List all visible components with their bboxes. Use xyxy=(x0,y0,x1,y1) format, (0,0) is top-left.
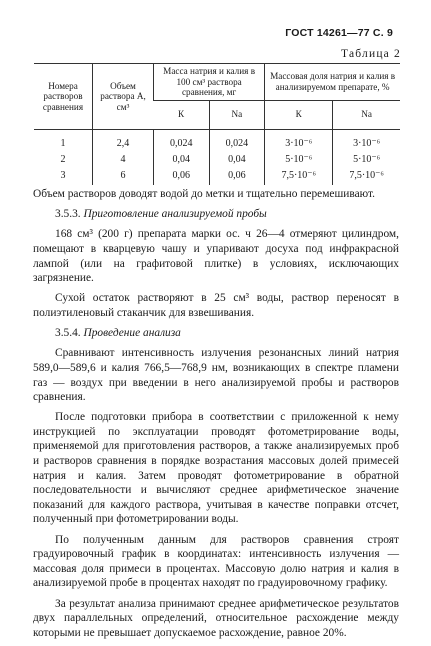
table-cell: 5·10⁻⁶ xyxy=(265,153,333,169)
table-label: Таблица 2 xyxy=(341,48,401,60)
table-cell: 5·10⁻⁶ xyxy=(333,153,400,169)
section-number: 3.5.4. xyxy=(55,327,84,340)
paragraph: Сравнивают интенсивность излучения резонансных линий натрия 589,0—589,6 и калия 766,5—768,9 нм, возникающих в спектре пламени газ — воздух при введении в него анализируемой пробы и растворов сравнения. xyxy=(33,347,399,404)
paragraph: После подготовки прибора в соответствии с приложенной к нему инструкцией по эксплуатации проводят фотометрирование воды, применяемой для приготовления растворов, а также анализируемых проб и растворов сравнения в порядке возрастания массовых долей примесей натрия и калия. Затем проводят фотометрирование в обратной последовательности и вычисляют среднее арифметическое значение показаний для каждого раствора, учитывая в качестве поправки отсчет, полученный при фотометрировании воды. xyxy=(33,411,399,526)
section-title: Проведение анализа xyxy=(83,327,181,340)
table-cell: 6 xyxy=(93,169,154,185)
paragraph: Сухой остаток растворяют в 25 см³ воды, раствор переносят в полиэтиленовый стаканчик для взвешивания. xyxy=(33,292,399,319)
table-cell: 0,04 xyxy=(154,153,210,169)
sub-header-mass-k: К xyxy=(154,100,210,129)
section-title: Приготовление анализируемой пробы xyxy=(83,208,267,221)
table-cell: 2,4 xyxy=(93,129,154,153)
table-cell: 3·10⁻⁶ xyxy=(333,129,400,153)
table-cell: 4 xyxy=(93,153,154,169)
col-header-mass: Масса натрия и калия в 100 см³ раствора сравнения, мг xyxy=(154,64,265,101)
page-header: ГОСТ 14261—77 С. 9 xyxy=(285,27,393,39)
sub-header-fraction-na: Na xyxy=(333,100,400,129)
table-cell: 3 xyxy=(60,170,66,182)
paragraph: За результат анализа принимают среднее арифметическое результатов двух параллельных определений, относительное расхождение между которыми не превышает допускаемое расхождение, равное 20%. xyxy=(33,597,399,639)
data-table xyxy=(34,63,400,185)
section-number: 3.5.3. xyxy=(55,208,84,221)
section-heading xyxy=(33,207,399,222)
table-cell: 0,04 xyxy=(209,153,265,169)
paragraph: По полученным данным для растворов сравнения строят градуировочный график в координатах: интенсивность излучения — массовая доля примеси в процентах. Массовую долю натрия и калия в анализируемой пробе в процентах находят по градуировочному графику. xyxy=(33,533,399,590)
section-heading xyxy=(33,326,399,341)
table-cell: 2 xyxy=(60,154,66,166)
table-cell: 1 xyxy=(60,138,66,150)
col-header-volume: Объем раствора А, см³ xyxy=(93,64,154,130)
sub-header-mass-na: Na xyxy=(209,100,265,129)
table-cell: 3·10⁻⁶ xyxy=(265,129,333,153)
table-row xyxy=(34,153,400,169)
col-header-number: Номера растворов сравнения xyxy=(34,64,93,130)
table-cell: 0,06 xyxy=(154,169,210,185)
body-text xyxy=(33,187,399,646)
table-cell: 0,06 xyxy=(209,169,265,185)
sub-header-fraction-k: К xyxy=(265,100,333,129)
table-cell: 0,024 xyxy=(209,129,265,153)
col-header-fraction: Массовая доля натрия и калия в анализируемом препарате, % xyxy=(265,64,400,101)
table-cell: 7,5·10⁻⁶ xyxy=(265,169,333,185)
table-cell: 7,5·10⁻⁶ xyxy=(333,169,400,185)
paragraph: 168 см³ (200 г) препарата марки ос. ч 26—4 отмеряют цилиндром, помещают в кварцевую чашу и упаривают досуха под инфракрасной лампой (или на графитовой плитке) в условиях, исключающих загрязнение. xyxy=(33,228,399,285)
paragraph: Объем растворов доводят водой до метки и тщательно перемешивают. xyxy=(33,188,375,200)
table-row xyxy=(34,129,400,153)
table-cell: 0,024 xyxy=(154,129,210,153)
table-row xyxy=(34,169,400,185)
